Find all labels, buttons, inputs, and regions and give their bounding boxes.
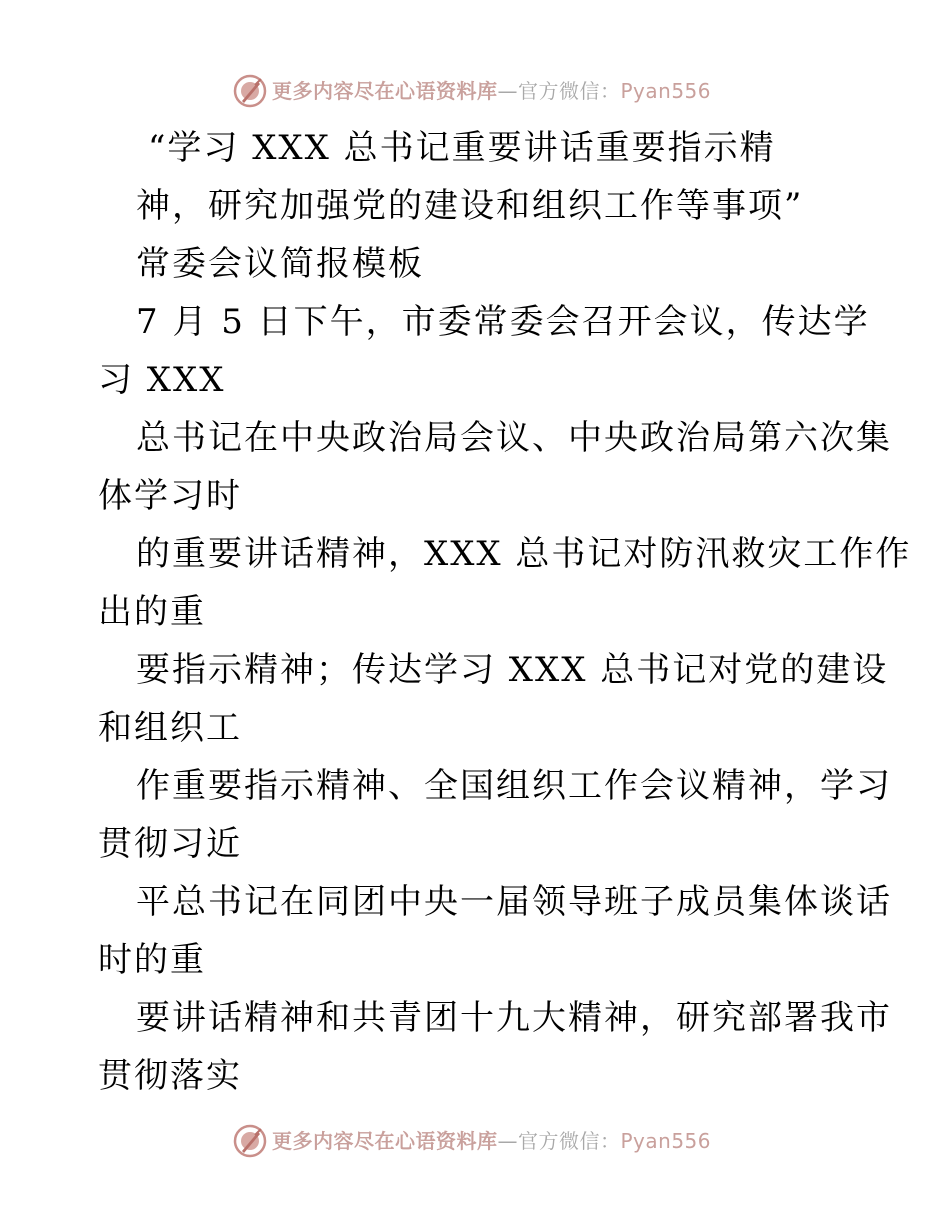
body-line-5: 的重要讲话精神，XXX 总书记对防汛救灾工作作: [136, 534, 912, 574]
watermark-main-text: 更多内容尽在心语资料库: [272, 79, 498, 103]
watermark-text: [272, 1128, 711, 1154]
watermark-text: [272, 78, 711, 104]
document-title-line-2: 神，研究加强党的建设和组织工作等事项”: [136, 186, 804, 226]
body-line-1: 7 月 5 日下午，市委常委会召开会议，传达学: [136, 302, 870, 342]
watermark-sub-text: —官方微信：: [497, 79, 621, 103]
body-line-11: 平总书记在同团中央一届领导班子成员集体谈话: [136, 882, 892, 922]
body-line-9: 作重要指示精神、全国组织工作会议精神，学习: [136, 766, 892, 806]
watermark-banner-top: [0, 72, 950, 112]
body-line-4: 体学习时: [98, 476, 242, 516]
watermark-wechat-id: Pyan556: [620, 1129, 712, 1153]
document-title-line-1: “学习 XXX 总书记重要讲话重要指示精: [148, 128, 776, 168]
body-line-6: 出的重: [98, 592, 206, 632]
body-line-13: 要讲话精神和共青团十九大精神，研究部署我市: [136, 998, 892, 1038]
body-line-8: 和组织工: [98, 708, 242, 748]
document-title-line-3: 常委会议简报模板: [136, 244, 424, 284]
watermark-wechat-id: Pyan556: [620, 79, 712, 103]
watermark-main-text: 更多内容尽在心语资料库: [272, 1129, 498, 1153]
body-line-2: 习 XXX: [98, 360, 226, 400]
body-line-7: 要指示精神；传达学习 XXX 总书记对党的建设: [136, 650, 889, 690]
watermark-banner-bottom: [0, 1122, 950, 1162]
body-line-3: 总书记在中央政治局会议、中央政治局第六次集: [136, 418, 892, 458]
body-line-10: 贯彻习近: [98, 824, 242, 864]
body-line-14: 贯彻落实: [98, 1056, 242, 1096]
watermark-sub-text: —官方微信：: [497, 1129, 621, 1153]
quill-pen-logo-icon: [233, 74, 267, 108]
quill-pen-logo-icon: [233, 1124, 267, 1158]
body-line-12: 时的重: [98, 940, 206, 980]
